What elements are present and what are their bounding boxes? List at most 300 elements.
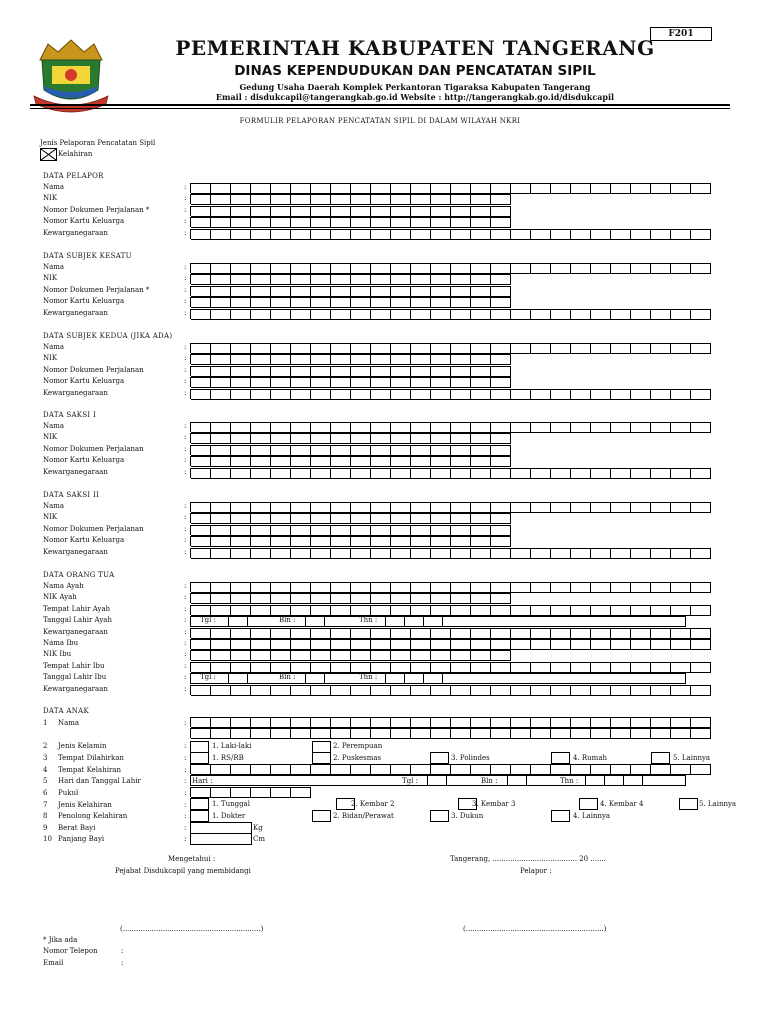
char-cell[interactable] (371, 389, 391, 400)
char-cell[interactable] (431, 728, 451, 739)
char-cell[interactable] (231, 206, 251, 217)
char-cell[interactable] (391, 194, 411, 205)
char-cell[interactable] (691, 582, 711, 593)
char-cell[interactable] (231, 274, 251, 285)
char-cell[interactable] (671, 183, 691, 194)
char-cell[interactable] (291, 297, 311, 308)
char-cell[interactable] (311, 217, 331, 228)
char-cell[interactable] (691, 183, 711, 194)
char-cell[interactable] (271, 764, 291, 775)
char-cell[interactable] (311, 639, 331, 650)
char-cell[interactable] (611, 502, 631, 513)
field-cells[interactable] (190, 354, 511, 364)
char-cell[interactable] (371, 685, 391, 696)
char-cell[interactable] (271, 354, 291, 365)
char-cell[interactable] (671, 605, 691, 616)
char-cell[interactable] (251, 297, 271, 308)
char-cell[interactable] (331, 548, 351, 559)
char-cell[interactable] (271, 377, 291, 388)
char-cell[interactable] (631, 582, 651, 593)
char-cell[interactable] (691, 422, 711, 433)
char-cell[interactable] (451, 286, 471, 297)
char-cell[interactable] (251, 433, 271, 444)
char-cell[interactable] (571, 685, 591, 696)
char-cell[interactable] (271, 513, 291, 524)
char-cell[interactable] (191, 354, 211, 365)
char-cell[interactable] (191, 217, 211, 228)
char-cell[interactable] (191, 525, 211, 536)
char-cell[interactable] (531, 639, 551, 650)
field-cells[interactable] (190, 468, 711, 478)
char-cell[interactable] (651, 263, 671, 274)
char-cell[interactable] (291, 445, 311, 456)
char-cell[interactable] (231, 513, 251, 524)
char-cell[interactable] (331, 422, 351, 433)
char-cell[interactable] (251, 445, 271, 456)
char-cell[interactable] (451, 456, 471, 467)
char-cell[interactable] (511, 662, 531, 673)
char-cell[interactable] (531, 628, 551, 639)
char-cell[interactable] (551, 764, 571, 775)
char-cell[interactable] (411, 183, 431, 194)
char-cell[interactable] (411, 309, 431, 320)
char-cell[interactable] (251, 422, 271, 433)
char-cell[interactable] (451, 274, 471, 285)
char-cell[interactable] (351, 194, 371, 205)
field-cells[interactable] (190, 582, 711, 592)
char-cell[interactable] (231, 183, 251, 194)
char-cell[interactable] (671, 717, 691, 728)
char-cell[interactable] (411, 354, 431, 365)
char-cell[interactable] (431, 366, 451, 377)
char-cell[interactable] (411, 194, 431, 205)
child-name-cells[interactable] (190, 717, 711, 727)
char-cell[interactable] (451, 194, 471, 205)
char-cell[interactable] (571, 582, 591, 593)
char-cell[interactable] (311, 366, 331, 377)
char-cell[interactable] (451, 422, 471, 433)
char-cell[interactable] (471, 194, 491, 205)
field-cells[interactable] (190, 286, 511, 296)
char-cell[interactable] (491, 468, 511, 479)
char-cell[interactable] (191, 183, 211, 194)
char-cell[interactable] (211, 183, 231, 194)
char-cell[interactable] (231, 354, 251, 365)
char-cell[interactable] (371, 628, 391, 639)
char-cell[interactable] (531, 263, 551, 274)
char-cell[interactable] (571, 309, 591, 320)
char-cell[interactable] (391, 548, 411, 559)
char-cell[interactable] (511, 764, 531, 775)
char-cell[interactable] (271, 206, 291, 217)
char-cell[interactable] (471, 717, 491, 728)
char-cell[interactable] (491, 548, 511, 559)
char-cell[interactable] (251, 309, 271, 320)
field-cells[interactable] (190, 456, 511, 466)
char-cell[interactable] (251, 582, 271, 593)
field-cells[interactable] (190, 548, 711, 558)
char-cell[interactable] (491, 764, 511, 775)
char-cell[interactable] (271, 366, 291, 377)
char-cell[interactable] (551, 582, 571, 593)
field-cells[interactable] (190, 377, 511, 387)
char-cell[interactable] (271, 309, 291, 320)
char-cell[interactable] (431, 662, 451, 673)
char-cell[interactable] (591, 502, 611, 513)
char-cell[interactable] (251, 183, 271, 194)
char-cell[interactable] (631, 343, 651, 354)
char-cell[interactable] (311, 468, 331, 479)
char-cell[interactable] (351, 274, 371, 285)
char-cell[interactable] (411, 456, 431, 467)
char-cell[interactable] (331, 764, 351, 775)
char-cell[interactable] (451, 650, 471, 661)
char-cell[interactable] (231, 445, 251, 456)
char-cell[interactable] (251, 525, 271, 536)
char-cell[interactable] (391, 639, 411, 650)
char-cell[interactable] (211, 286, 231, 297)
field-cells[interactable] (190, 422, 711, 432)
char-cell[interactable] (351, 343, 371, 354)
char-cell[interactable] (331, 263, 351, 274)
char-cell[interactable] (331, 502, 351, 513)
char-cell[interactable] (691, 229, 711, 240)
char-cell[interactable] (411, 662, 431, 673)
char-cell[interactable] (251, 650, 271, 661)
char-cell[interactable] (191, 389, 211, 400)
char-cell[interactable] (491, 286, 511, 297)
char-cell[interactable] (551, 502, 571, 513)
char-cell[interactable] (391, 217, 411, 228)
char-cell[interactable] (491, 263, 511, 274)
char-cell[interactable] (551, 639, 571, 650)
char-cell[interactable] (291, 366, 311, 377)
char-cell[interactable] (591, 468, 611, 479)
char-cell[interactable] (191, 662, 211, 673)
char-cell[interactable] (291, 764, 311, 775)
char-cell[interactable] (311, 229, 331, 240)
char-cell[interactable] (431, 593, 451, 604)
char-cell[interactable] (451, 366, 471, 377)
char-cell[interactable] (651, 422, 671, 433)
char-cell[interactable] (271, 183, 291, 194)
char-cell[interactable] (451, 628, 471, 639)
char-cell[interactable] (431, 433, 451, 444)
char-cell[interactable] (671, 422, 691, 433)
char-cell[interactable] (331, 593, 351, 604)
char-cell[interactable] (651, 548, 671, 559)
char-cell[interactable] (431, 468, 451, 479)
char-cell[interactable] (211, 502, 231, 513)
char-cell[interactable] (291, 286, 311, 297)
char-cell[interactable] (431, 536, 451, 547)
field-cells[interactable] (190, 343, 711, 353)
char-cell[interactable] (671, 309, 691, 320)
char-cell[interactable] (411, 366, 431, 377)
char-cell[interactable] (231, 502, 251, 513)
char-cell[interactable] (351, 468, 371, 479)
char-cell[interactable] (631, 685, 651, 696)
field-cells[interactable] (190, 639, 711, 649)
char-cell[interactable] (251, 605, 271, 616)
char-cell[interactable] (211, 354, 231, 365)
char-cell[interactable] (451, 685, 471, 696)
char-cell[interactable] (511, 605, 531, 616)
char-cell[interactable] (411, 582, 431, 593)
char-cell[interactable] (451, 389, 471, 400)
field-cells[interactable] (190, 445, 511, 455)
char-cell[interactable] (391, 274, 411, 285)
char-cell[interactable] (451, 263, 471, 274)
char-cell[interactable] (251, 468, 271, 479)
birth-helper-box[interactable] (312, 810, 331, 822)
char-cell[interactable] (351, 628, 371, 639)
char-cell[interactable] (531, 764, 551, 775)
char-cell[interactable] (331, 194, 351, 205)
char-cell[interactable] (211, 343, 231, 354)
char-cell[interactable] (431, 194, 451, 205)
char-cell[interactable] (251, 217, 271, 228)
char-cell[interactable] (251, 593, 271, 604)
char-cell[interactable] (311, 194, 331, 205)
char-cell[interactable] (551, 685, 571, 696)
char-cell[interactable] (631, 717, 651, 728)
char-cell[interactable] (451, 639, 471, 650)
birth-type-box[interactable] (190, 798, 209, 810)
char-cell[interactable] (591, 639, 611, 650)
char-cell[interactable] (651, 309, 671, 320)
char-cell[interactable] (331, 536, 351, 547)
char-cell[interactable] (391, 297, 411, 308)
char-cell[interactable] (511, 229, 531, 240)
char-cell[interactable] (251, 456, 271, 467)
char-cell[interactable] (191, 502, 211, 513)
char-cell[interactable] (411, 628, 431, 639)
char-cell[interactable] (211, 297, 231, 308)
char-cell[interactable] (651, 183, 671, 194)
char-cell[interactable] (231, 728, 251, 739)
char-cell[interactable] (371, 764, 391, 775)
char-cell[interactable] (591, 662, 611, 673)
char-cell[interactable] (331, 525, 351, 536)
char-cell[interactable] (411, 377, 431, 388)
char-cell[interactable] (671, 662, 691, 673)
char-cell[interactable] (371, 286, 391, 297)
char-cell[interactable] (591, 685, 611, 696)
char-cell[interactable] (431, 343, 451, 354)
char-cell[interactable] (271, 343, 291, 354)
char-cell[interactable] (251, 343, 271, 354)
char-cell[interactable] (491, 650, 511, 661)
char-cell[interactable] (371, 343, 391, 354)
char-cell[interactable] (351, 389, 371, 400)
field-cells[interactable] (190, 217, 511, 227)
char-cell[interactable] (231, 525, 251, 536)
char-cell[interactable] (431, 389, 451, 400)
char-cell[interactable] (471, 286, 491, 297)
char-cell[interactable] (191, 263, 211, 274)
char-cell[interactable] (291, 422, 311, 433)
char-cell[interactable] (451, 548, 471, 559)
char-cell[interactable] (471, 229, 491, 240)
char-cell[interactable] (471, 354, 491, 365)
char-cell[interactable] (351, 548, 371, 559)
char-cell[interactable] (431, 183, 451, 194)
field-cells[interactable] (190, 685, 711, 695)
char-cell[interactable] (391, 422, 411, 433)
char-cell[interactable] (431, 422, 451, 433)
char-cell[interactable] (251, 502, 271, 513)
char-cell[interactable] (651, 605, 671, 616)
char-cell[interactable] (611, 685, 631, 696)
char-cell[interactable] (471, 728, 491, 739)
char-cell[interactable] (211, 206, 231, 217)
char-cell[interactable] (411, 548, 431, 559)
char-cell[interactable] (311, 343, 331, 354)
char-cell[interactable] (231, 389, 251, 400)
char-cell[interactable] (271, 717, 291, 728)
char-cell[interactable] (371, 717, 391, 728)
child-name-cells-2[interactable] (190, 728, 711, 738)
char-cell[interactable] (651, 502, 671, 513)
char-cell[interactable] (191, 548, 211, 559)
char-cell[interactable] (471, 639, 491, 650)
birth-type-box[interactable] (579, 798, 598, 810)
field-cells[interactable] (190, 206, 511, 216)
char-cell[interactable] (371, 422, 391, 433)
char-cell[interactable] (511, 717, 531, 728)
char-cell[interactable] (371, 582, 391, 593)
char-cell[interactable] (351, 309, 371, 320)
char-cell[interactable] (371, 206, 391, 217)
time-cells[interactable] (190, 787, 311, 797)
char-cell[interactable] (491, 433, 511, 444)
char-cell[interactable] (471, 650, 491, 661)
char-cell[interactable] (451, 536, 471, 547)
char-cell[interactable] (411, 536, 431, 547)
char-cell[interactable] (691, 605, 711, 616)
char-cell[interactable] (211, 548, 231, 559)
char-cell[interactable] (351, 422, 371, 433)
char-cell[interactable] (471, 593, 491, 604)
char-cell[interactable] (311, 513, 331, 524)
char-cell[interactable] (311, 685, 331, 696)
char-cell[interactable] (191, 582, 211, 593)
char-cell[interactable] (271, 274, 291, 285)
char-cell[interactable] (351, 662, 371, 673)
char-cell[interactable] (251, 764, 271, 775)
char-cell[interactable] (631, 468, 651, 479)
char-cell[interactable] (271, 468, 291, 479)
char-cell[interactable] (571, 389, 591, 400)
char-cell[interactable] (491, 639, 511, 650)
char-cell[interactable] (251, 536, 271, 547)
char-cell[interactable] (491, 593, 511, 604)
char-cell[interactable] (231, 366, 251, 377)
char-cell[interactable] (271, 194, 291, 205)
char-cell[interactable] (291, 343, 311, 354)
char-cell[interactable] (391, 183, 411, 194)
char-cell[interactable] (631, 639, 651, 650)
char-cell[interactable] (611, 183, 631, 194)
char-cell[interactable] (431, 502, 451, 513)
char-cell[interactable] (431, 639, 451, 650)
char-cell[interactable] (411, 422, 431, 433)
char-cell[interactable] (471, 662, 491, 673)
char-cell[interactable] (471, 366, 491, 377)
char-cell[interactable] (311, 433, 331, 444)
char-cell[interactable] (331, 662, 351, 673)
char-cell[interactable] (311, 502, 331, 513)
char-cell[interactable] (391, 309, 411, 320)
field-cells[interactable] (190, 525, 511, 535)
char-cell[interactable] (391, 366, 411, 377)
char-cell[interactable] (291, 309, 311, 320)
char-cell[interactable] (351, 263, 371, 274)
sign-left-line[interactable]: (..............................................................) (120, 925, 264, 933)
char-cell[interactable] (371, 217, 391, 228)
char-cell[interactable] (471, 422, 491, 433)
char-cell[interactable] (431, 685, 451, 696)
char-cell[interactable] (531, 662, 551, 673)
char-cell[interactable] (491, 309, 511, 320)
char-cell[interactable] (591, 422, 611, 433)
char-cell[interactable] (291, 513, 311, 524)
char-cell[interactable] (431, 628, 451, 639)
char-cell[interactable] (311, 525, 331, 536)
char-cell[interactable] (451, 662, 471, 673)
char-cell[interactable] (211, 309, 231, 320)
char-cell[interactable] (651, 229, 671, 240)
char-cell[interactable] (531, 582, 551, 593)
char-cell[interactable] (351, 502, 371, 513)
char-cell[interactable] (291, 662, 311, 673)
char-cell[interactable] (291, 639, 311, 650)
char-cell[interactable] (351, 582, 371, 593)
char-cell[interactable] (331, 377, 351, 388)
char-cell[interactable] (371, 513, 391, 524)
char-cell[interactable] (571, 343, 591, 354)
char-cell[interactable] (431, 263, 451, 274)
char-cell[interactable] (611, 717, 631, 728)
char-cell[interactable] (351, 206, 371, 217)
char-cell[interactable] (231, 229, 251, 240)
char-cell[interactable] (371, 274, 391, 285)
char-cell[interactable] (431, 286, 451, 297)
char-cell[interactable] (411, 206, 431, 217)
sign-right-line[interactable]: (..............................................................) (463, 925, 607, 933)
char-cell[interactable] (351, 217, 371, 228)
char-cell[interactable] (531, 605, 551, 616)
char-cell[interactable] (271, 605, 291, 616)
char-cell[interactable] (371, 639, 391, 650)
char-cell[interactable] (511, 628, 531, 639)
char-cell[interactable] (311, 286, 331, 297)
char-cell[interactable] (511, 639, 531, 650)
char-cell[interactable] (311, 536, 331, 547)
char-cell[interactable] (671, 685, 691, 696)
char-cell[interactable] (311, 605, 331, 616)
char-cell[interactable] (231, 263, 251, 274)
char-cell[interactable] (611, 309, 631, 320)
field-cells[interactable] (190, 593, 511, 603)
char-cell[interactable] (571, 717, 591, 728)
char-cell[interactable] (531, 728, 551, 739)
char-cell[interactable] (651, 628, 671, 639)
char-cell[interactable] (211, 389, 231, 400)
char-cell[interactable] (251, 685, 271, 696)
char-cell[interactable] (211, 194, 231, 205)
